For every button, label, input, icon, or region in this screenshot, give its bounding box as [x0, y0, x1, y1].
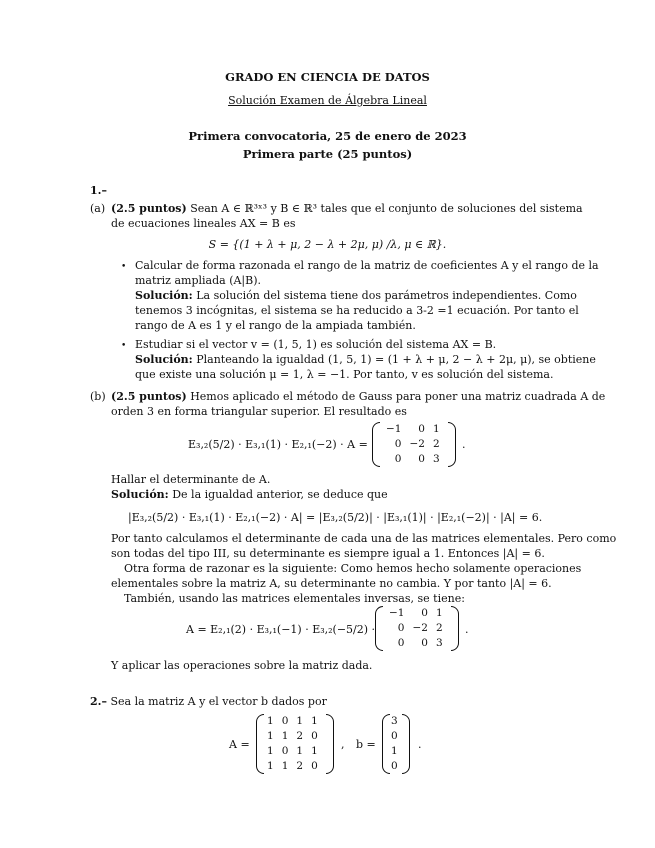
matrix-u-cell: −2: [409, 438, 425, 450]
question-2-number: 2.–: [90, 695, 107, 708]
matrix-a-cell: 0: [311, 730, 318, 742]
vector-b-cell: 0: [391, 730, 398, 742]
vector-b-row: [387, 729, 402, 744]
inverse-equation-period: .: [465, 623, 469, 636]
paragraph-2-line-2: elementales sobre la matriz A, su determinante no cambia. Y por tanto |A| = 6.: [111, 577, 552, 590]
matrix-u-row: [382, 422, 444, 437]
part-b-statement-line-1: [111, 389, 605, 404]
solution-set-equation: S = {(1 + λ + μ, 2 − λ + 2μ, μ) /λ, μ ∈ ℝ}.: [208, 238, 447, 251]
solution-label: Solución:: [135, 289, 193, 302]
bullet-1: •: [121, 262, 127, 272]
vector-b-cell: 1: [391, 745, 398, 757]
part-b-final-line: Y aplicar las operaciones sobre la matriz dada.: [111, 659, 373, 672]
paragraph-3-line-1: También, usando las matrices elementales inversas, se tiene:: [124, 592, 465, 605]
matrix-U2-table: [385, 606, 447, 651]
matrix-a-cell: 1: [267, 715, 274, 727]
matrix-A-label: A =: [229, 738, 250, 751]
vector-b-label: b =: [356, 738, 376, 751]
part-b-task: Hallar el determinante de A.: [111, 473, 271, 486]
matrix-u2-cell: 3: [435, 637, 443, 649]
part-b-statement-line-2: orden 3 en forma triangular superior. El resultado es: [111, 405, 407, 418]
matrix-u2-row: [385, 621, 447, 636]
matrix-a-row: [263, 714, 322, 729]
gauss-equation-period: .: [462, 438, 466, 451]
part-a-stmt-1: Sean A ∈ ℝ³ˣ³ y B ∈ ℝ³ tales que el conjunto de soluciones del sistema: [190, 202, 583, 215]
matrix-u2-cell: 0: [397, 637, 405, 649]
matrix-separator: ,: [341, 738, 345, 751]
vector-b: [382, 714, 412, 774]
matrix-a-row: [263, 729, 322, 744]
matrix-a-cell: 1: [267, 745, 274, 757]
part-b-points: (2.5 puntos): [111, 390, 187, 403]
question-1-number: 1.–: [90, 184, 107, 197]
paragraph-2-line-1: Otra forma de razonar es la siguiente: Como hemos hecho solamente operaciones: [124, 562, 582, 575]
inverse-equation-lhs: A = E₂,₁(2) · E₃,₁(−1) · E₃,₂(−5/2) ·: [186, 623, 376, 636]
vector-b-table: [387, 714, 402, 774]
part-a-points: (2.5 puntos): [111, 202, 187, 215]
part-b-solution-text: De la igualdad anterior, se deduce que: [172, 488, 388, 501]
matrix-u-cell: 1: [432, 423, 440, 435]
matrix-u-cell: 3: [432, 453, 440, 465]
matrix-A-table: [263, 714, 322, 774]
matrix-u-cell: 0: [418, 423, 425, 435]
matrix-u2-cell: 0: [421, 607, 428, 619]
solution-label: Solución:: [111, 488, 169, 501]
matrix-u-row: [382, 452, 444, 467]
solution-label: Solución:: [135, 353, 193, 366]
bullet-1-solution-line-2: tenemos 3 incógnitas, el sistema se ha reducido a 3-2 =1 ecuación. Por tanto el: [135, 304, 579, 317]
bullet-2-solution-line-1: [135, 352, 596, 367]
matrix-a-cell: 0: [311, 760, 318, 772]
vector-b-cell: 3: [391, 715, 398, 727]
matrix-u-cell: 0: [418, 453, 425, 465]
matrix-a-cell: 1: [296, 715, 304, 727]
matrix-u-cell: 0: [394, 438, 402, 450]
vector-b-cell: 0: [391, 760, 398, 772]
bullet-1-solution-text: La solución del sistema tiene dos parámetros independientes. Como: [196, 289, 577, 302]
bullet-2-line-1: Estudiar si el vector v = (1, 5, 1) es solución del sistema AX = B.: [135, 338, 497, 351]
matrix-u2-row: [385, 606, 447, 621]
question-2-line: [90, 694, 327, 709]
bullet-1-line-1: Calcular de forma razonada el rango de la matriz de coeficientes A y el rango de la: [135, 259, 599, 272]
matrix-u-cell: 2: [432, 438, 440, 450]
matrix-u2-row: [385, 636, 447, 651]
matrix-a-cell: 1: [311, 745, 318, 757]
part-a-statement-line-1: [111, 201, 583, 216]
bullet-2-solution-line-2: que existe una solución μ = 1, λ = −1. Por tanto, v es solución del sistema.: [135, 368, 554, 381]
document-title: GRADO EN CIENCIA DE DATOS: [225, 70, 430, 84]
vector-end-period: .: [418, 738, 422, 751]
matrix-u-row: [382, 437, 444, 452]
bullet-2: •: [121, 341, 127, 351]
matrix-u2-cell: −1: [389, 607, 405, 619]
matrix-a-cell: 1: [281, 730, 289, 742]
upper-triangular-matrix-2: [375, 606, 461, 651]
matrix-u-cell: −1: [386, 423, 402, 435]
gauss-equation-lhs: E₃,₂(5/2) · E₃,₁(1) · E₂,₁(−2) · A =: [188, 438, 368, 451]
bullet-2-solution-text: Planteando la igualdad (1, 5, 1) = (1 + λ + μ, 2 − λ + 2μ, μ), se obtiene: [196, 353, 596, 366]
question-2-statement: Sea la matriz A y el vector b dados por: [110, 695, 327, 708]
matrix-u2-cell: −2: [412, 622, 428, 634]
matrix-A: [256, 714, 336, 774]
matrix-u2-cell: 1: [435, 607, 443, 619]
part-b-stmt-1: Hemos aplicado el método de Gauss para poner una matriz cuadrada A de: [190, 390, 606, 403]
matrix-a-cell: 1: [267, 730, 274, 742]
part-heading: Primera parte (25 puntos): [242, 147, 413, 161]
matrix-U-table: [382, 422, 444, 467]
part-a-statement-line-2: de ecuaciones lineales AX = B es: [111, 217, 296, 230]
part-b-label: (b): [90, 390, 106, 403]
vector-b-row: [387, 714, 402, 729]
part-a-label: (a): [90, 202, 106, 215]
matrix-a-cell: 1: [296, 745, 304, 757]
matrix-a-cell: 1: [281, 760, 289, 772]
matrix-u2-cell: 0: [397, 622, 405, 634]
paragraph-1-line-1: Por tanto calculamos el determinante de cada una de las matrices elementales. Pero como: [111, 532, 617, 545]
part-b-solution-line-1: [111, 487, 388, 502]
bullet-1-solution-line-3: rango de A es 1 y el rango de la ampiada también.: [135, 319, 416, 332]
matrix-u2-cell: 0: [421, 637, 428, 649]
matrix-a-cell: 2: [296, 760, 304, 772]
matrix-a-cell: 0: [281, 715, 289, 727]
matrix-a-cell: 1: [267, 760, 274, 772]
matrix-a-cell: 0: [281, 745, 289, 757]
vector-b-row: [387, 744, 402, 759]
bullet-1-solution-line-1: [135, 288, 577, 303]
matrix-a-row: [263, 759, 322, 774]
matrix-a-row: [263, 744, 322, 759]
matrix-u2-cell: 2: [435, 622, 443, 634]
document-subtitle: Solución Examen de Álgebra Lineal: [228, 94, 427, 107]
paragraph-1-line-2: son todas del tipo III, su determinante es siempre igual a 1. Entonces |A| = 6.: [111, 547, 545, 560]
determinant-equation: |E₃,₂(5/2) · E₃,₁(1) · E₂,₁(−2) · A| = |E₃,₂(5/2)| · |E₃,₁(1)| · |E₂,₁(−2)| · |A| = 6.: [128, 511, 543, 524]
matrix-a-cell: 2: [296, 730, 304, 742]
matrix-u-cell: 0: [394, 453, 402, 465]
matrix-a-cell: 1: [311, 715, 318, 727]
bullet-1-line-2: matriz ampliada (A|B).: [135, 274, 262, 287]
convocatoria-heading: Primera convocatoria, 25 de enero de 2023: [188, 129, 467, 143]
upper-triangular-matrix: [372, 422, 458, 467]
vector-b-row: [387, 759, 402, 774]
